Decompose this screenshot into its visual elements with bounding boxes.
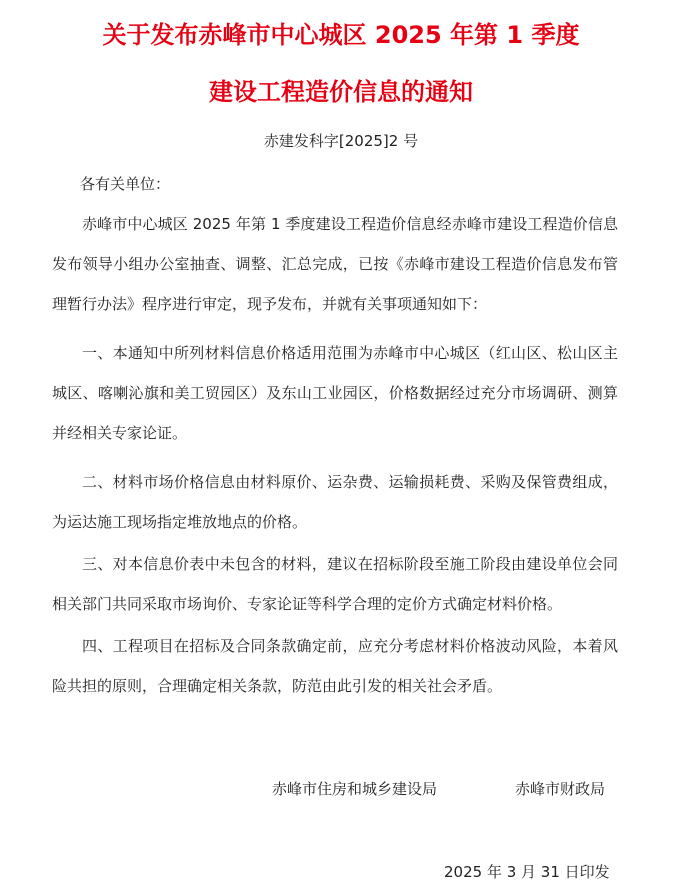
item-1-paragraph: 一、本通知中所列材料信息价格适用范围为赤峰市中心城区（红山区、松山区主城区、喀喇沁旗和美工贸园区）及东山工业园区，价格数据经过充分市场调研、测算并经相关专家论证。 xyxy=(52,344,618,442)
item-3-paragraph: 三、对本信息价表中未包含的材料，建议在招标阶段至施工阶段由建设单位会同相关部门共同采取市场询价、专家论证等科学合理的定价方式确定材料价格。 xyxy=(52,555,618,613)
salutation: 各有关单位： xyxy=(80,175,171,193)
item-4-paragraph: 四、工程项目在招标及合同条款确定前，应充分考虑材料价格波动风险，本着风险共担的原则，合理确定相关条款，防范由此引发的相关社会矛盾。 xyxy=(52,637,618,695)
title-line-2: 建设工程造价信息的通知 xyxy=(209,78,473,106)
issuer-housing-bureau: 赤峰市住房和城乡建设局 xyxy=(272,780,438,798)
item-2-paragraph: 二、材料市场价格信息由材料原价、运杂费、运输损耗费、采购及保管费组成，为运达施工现场指定堆放地点的价格。 xyxy=(52,473,618,531)
intro-paragraph: 赤峰市中心城区 2025 年第 1 季度建设工程造价信息经赤峰市建设工程造价信息发布领导小组办公室抽查、调整、汇总完成，已按《赤峰市建设工程造价信息发布管理暂行办法》程序进行审定，现予发布，并就有关事项通知如下： xyxy=(52,215,618,313)
issue-date: 2025 年 3 月 31 日印发 xyxy=(444,863,610,881)
title-line-1: 关于发布赤峰市中心城区 2025 年第 1 季度 xyxy=(102,21,580,49)
issuer-finance-bureau: 赤峰市财政局 xyxy=(515,780,606,798)
document-number: 赤建发科字[2025]2 号 xyxy=(263,132,419,150)
